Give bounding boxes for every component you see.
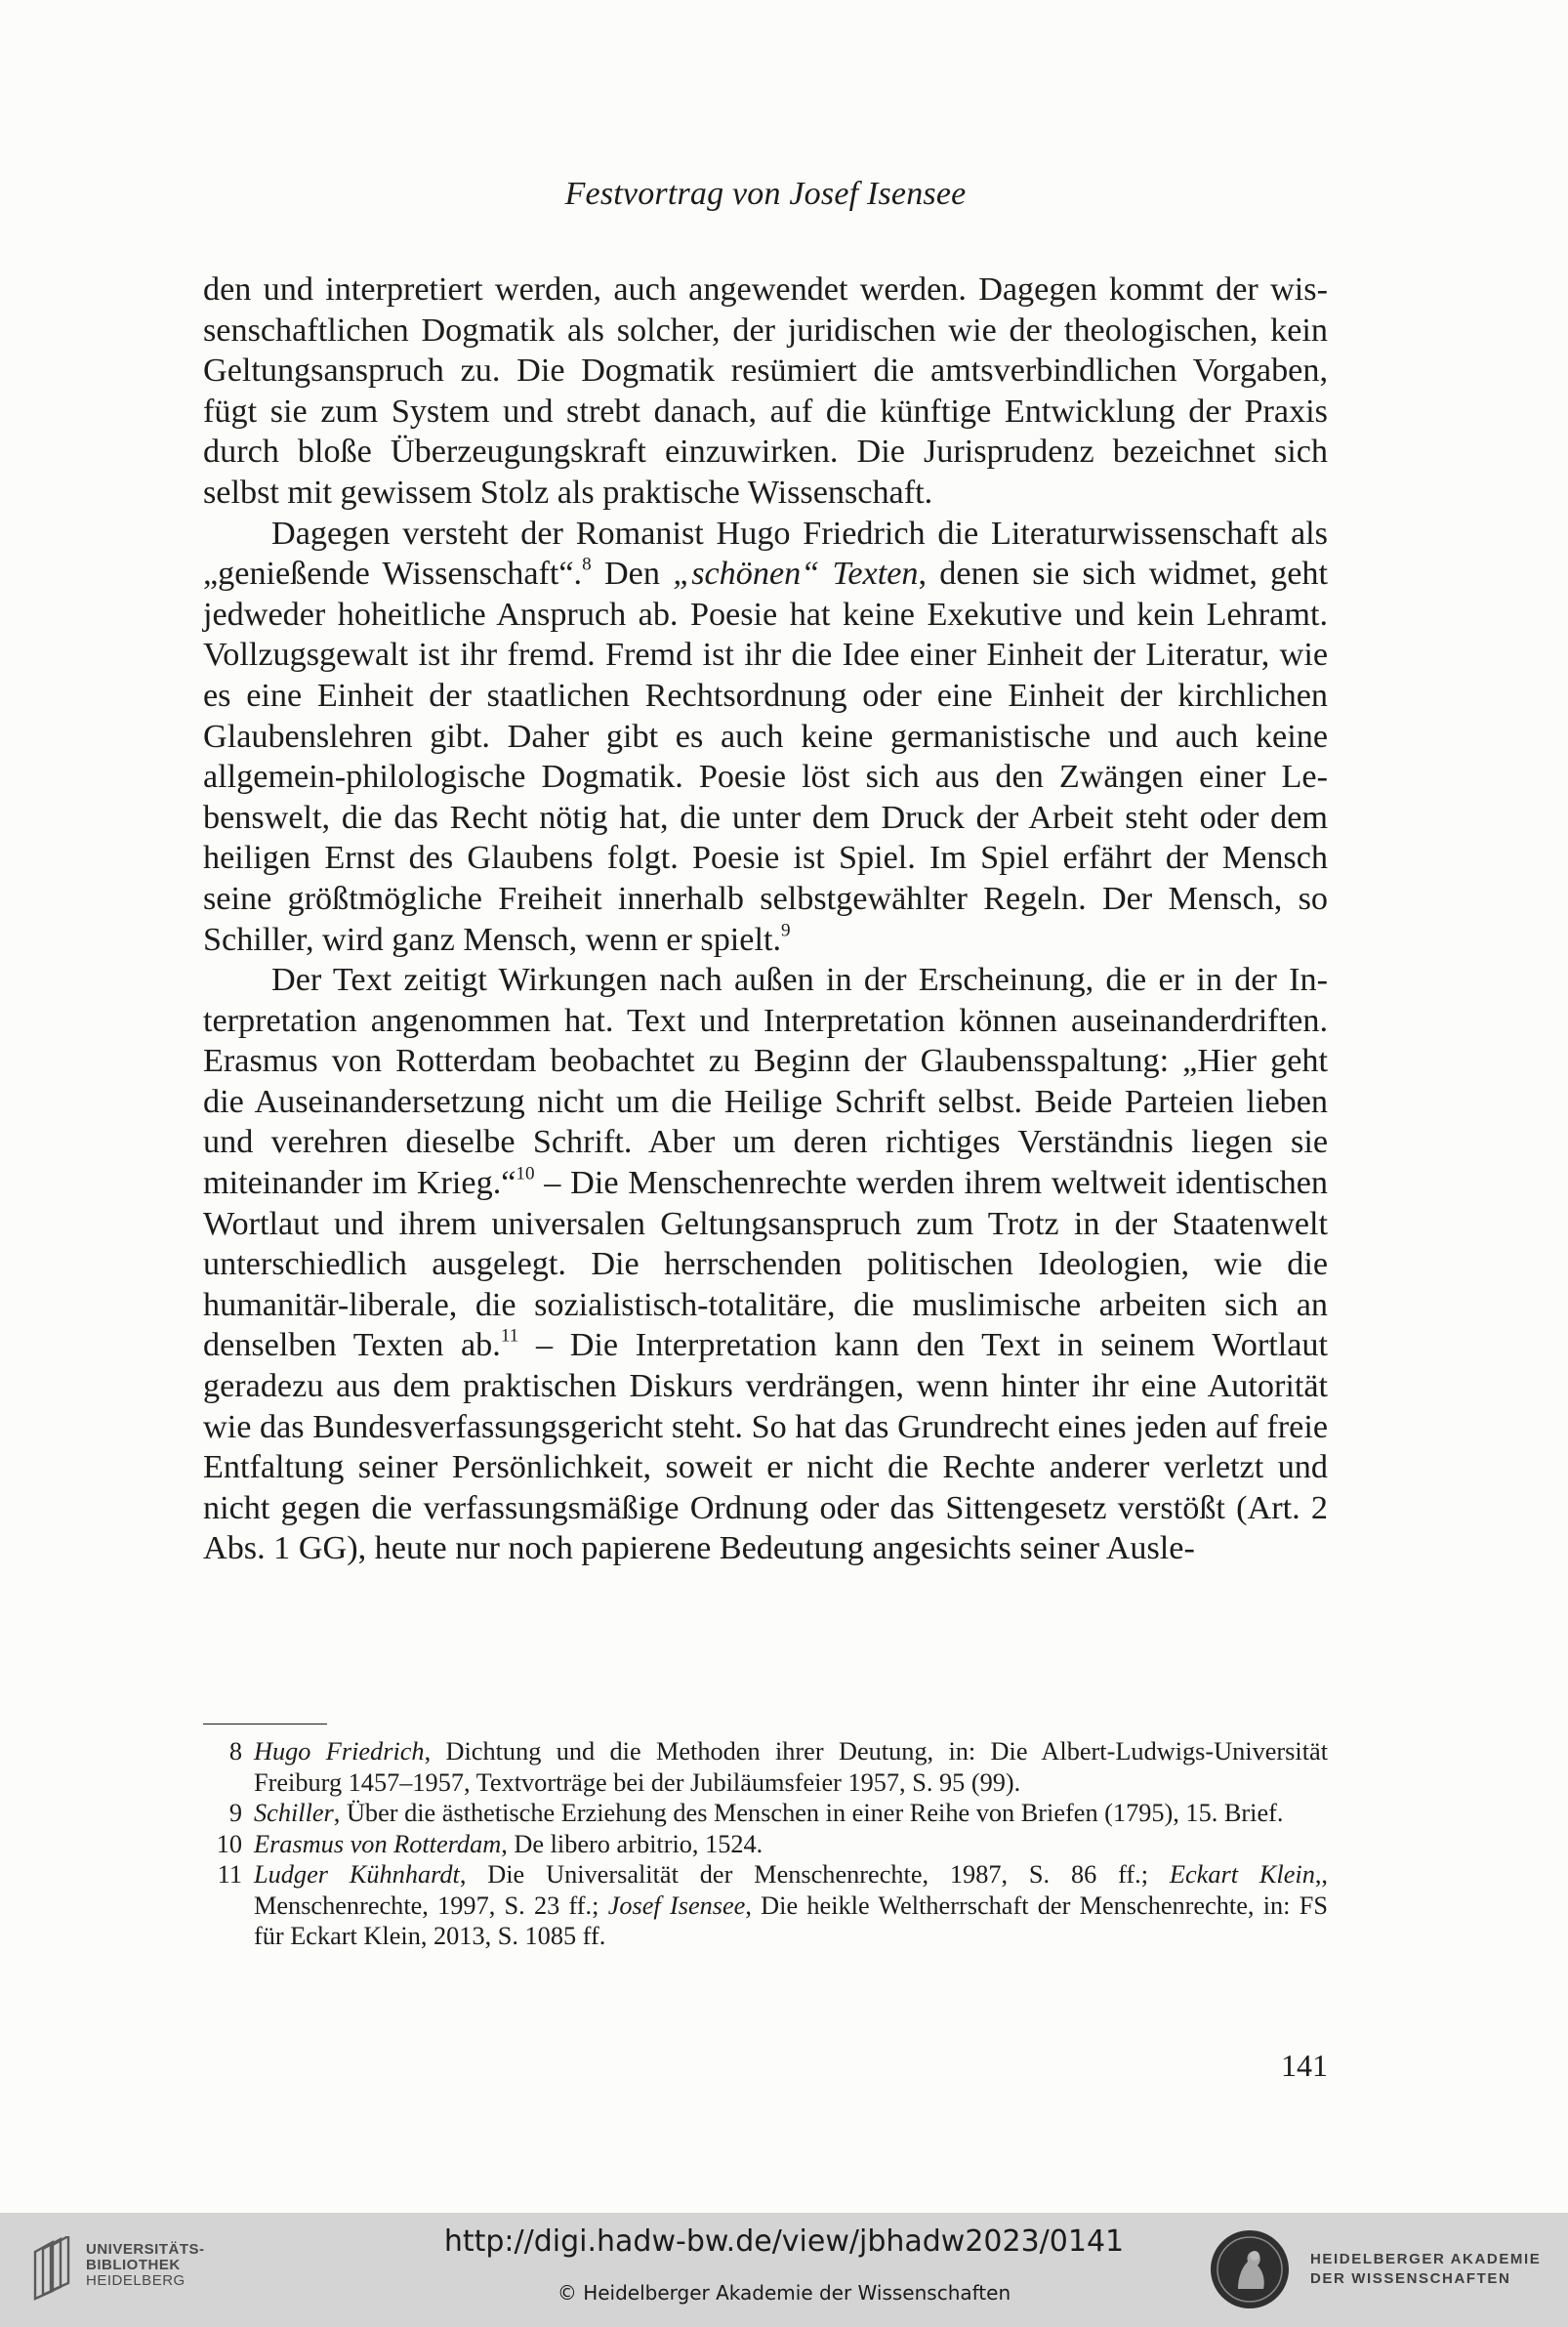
text-run: Der Text zeitigt Wirkungen nach außen in der Erscheinung, die er in der Interpretation angenommen hat. Text und Interpretation können auseinanderdriften. Erasmus von Rotterdam beobachtet zu Beginn der Glaubensspaltung: „Hier geht die Auseinandersetzung nicht um die Heilige Schrift selbst. Beide Parteien lieben und verehren dieselbe Schrift. Aber um deren richtiges Verständnis liegen sie miteinander im Krieg.“ [203, 962, 1328, 1202]
footnote-text [254, 1830, 763, 1858]
footnote-number: 8 [228, 1737, 242, 1766]
page-number: 141 [1281, 2048, 1328, 2083]
text-run: , Die Universalität der Menschenrechte, 1987, S. 86 ff.; [459, 1860, 1170, 1889]
body-text [203, 270, 1328, 1569]
text-run: – Die Menschenrechte werden ihrem weltweit identischen Wortlaut und ihrem universalen Geltungsanspruch zum Trotz in der Staatenwelt unterschiedlich ausgelegt. Die herrschenden politischen Ideologien, wie die humanitär-liberale, die sozialistisch-totalitäre, die muslimische arbeiten sich an denselben Texten ab. [203, 1165, 1328, 1364]
copyright-notice: © Heidelberger Akademie der Wissenschaften [557, 2281, 1011, 2305]
footnote-text [254, 1737, 1328, 1797]
footnotes [203, 1736, 1328, 1952]
academy-logo-text: HEIDELBERGER AKADEMIE DER WISSENSCHAFTEN [1310, 2251, 1542, 2287]
footnote-ref: 10 [516, 1163, 535, 1184]
text-run: ,, Menschenrechte, 1997, S. 23 ff.; [254, 1860, 1328, 1920]
source-url-link[interactable]: http://digi.hadw-bw.de/view/jbhadw2023/0141 [443, 2224, 1125, 2259]
text-run: den und interpretiert werden, auch angewendet werden. Dagegen kommt der wissenschaftlichen Dogmatik als solcher, der juridischen wie der theologischen, kein Geltungsanspruch zu. Die Dogmatik resümiert die amtsverbindlichen Vorgaben, fügt sie zum System und strebt danach, auf die künftige Entwicklung der Praxis durch bloße Überzeugungskraft einzuwirken. Die Jurisprudenz bezeichnet sich selbst mit gewissem Stolz als praktische Wissenschaft. [203, 271, 1328, 511]
footer-bar [0, 2213, 1568, 2327]
italic-text: Schiller [254, 1799, 334, 1827]
italic-text: Eckart Klein [1169, 1860, 1315, 1889]
text-run: , Dichtung und die Methoden ihrer Deutung, in: Die Albert-Ludwigs-Universität Freiburg 1457–1957, Textvorträge bei der Jubiläumsfeier 1957, S. 95 (99). [254, 1737, 1328, 1797]
footnote-ref: 11 [500, 1326, 519, 1348]
footnote-text [254, 1860, 1328, 1950]
paragraph [203, 514, 1328, 961]
text-run: Dagegen versteht der Romanist Hugo Friedrich die Literaturwissenschaft als „genießende Wissenschaft“. [203, 515, 1328, 593]
paragraph [203, 270, 1328, 514]
text-run: – Die Interpretation kann den Text in seinem Wortlaut geradezu aus dem praktischen Diskurs verdrängen, wenn hinter ihr eine Autorität wie das Bundesverfassungsgericht steht. So hat das Grundrecht eines jeden auf freie Entfaltung seiner Persönlichkeit, soweit er nicht die Rechte anderer verletzt und nicht gegen die verfassungsmäßige Ordnung oder das Sittengesetz verstößt (Art. 2 Abs. 1 GG), heute nur noch papierene Bedeutung angesichts seiner Ausle- [203, 1327, 1328, 1567]
footnote-number: 11 [217, 1860, 242, 1889]
text-run: Den [591, 556, 674, 593]
academy-logo [1209, 2224, 1560, 2316]
text-run: , denen sie sich widmet, geht jedweder hoheitliche Anspruch ab. Poesie hat keine Exekutive und kein Lehramt. Vollzugsgewalt ist ihr fremd. Fremd ist ihr die Idee einer Einheit der Literatur, wie es eine Einheit der staatlichen Rechtsordnung oder eine Einheit der kirchlichen Glaubenslehren gibt. Daher gibt es auch keine germanistische und auch keine allgemein-philologische Dogmatik. Poesie löst sich aus den Zwängen einer Lebenswelt, die das Recht nötig hat, die unter dem Druck der Arbeit steht oder dem heiligen Ernst des Glaubens folgt. Poesie ist Spiel. Im Spiel erfährt der Mensch seine größtmögliche Freiheit innerhalb selbstgewählter Regeln. Der Mensch, so Schiller, wird ganz Mensch, wenn er spielt. [203, 556, 1328, 958]
footnote [203, 1859, 1328, 1952]
text-run: , Die heikle Weltherrschaft der Menschenrechte, in: FS für Eckart Klein, 2013, S. 1085 ff. [254, 1891, 1328, 1950]
italic-text: Hugo Friedrich [254, 1737, 425, 1766]
footnote-ref: 9 [781, 920, 791, 941]
footnote [203, 1829, 1328, 1860]
text-run: , Über die ästhetische Erziehung des Menschen in einer Reihe von Briefen (1795), 15. Brief. [333, 1799, 1284, 1827]
paragraph [203, 960, 1328, 1569]
italic-text: „schönen“ Texten [673, 556, 919, 593]
italic-text: Josef Isensee [607, 1891, 746, 1920]
running-head: Festvortrag von Josef Isensee [564, 176, 967, 212]
text-run: , De libero arbitrio, 1524. [501, 1829, 763, 1858]
library-logo-text: UNIVERSITÄTS- BIBLIOTHEK HEIDELBERG [86, 2241, 205, 2289]
footnote-ref: 8 [582, 554, 592, 575]
footnote-number: 9 [228, 1799, 242, 1827]
footnote [203, 1798, 1328, 1829]
footnote [203, 1736, 1328, 1798]
academy-seal-icon [1209, 2228, 1291, 2310]
italic-text: Ludger Kühnhardt [254, 1860, 460, 1889]
footnote-number: 10 [216, 1829, 242, 1858]
italic-text: Erasmus von Rotterdam [254, 1829, 502, 1858]
footnote-text [254, 1799, 1283, 1827]
